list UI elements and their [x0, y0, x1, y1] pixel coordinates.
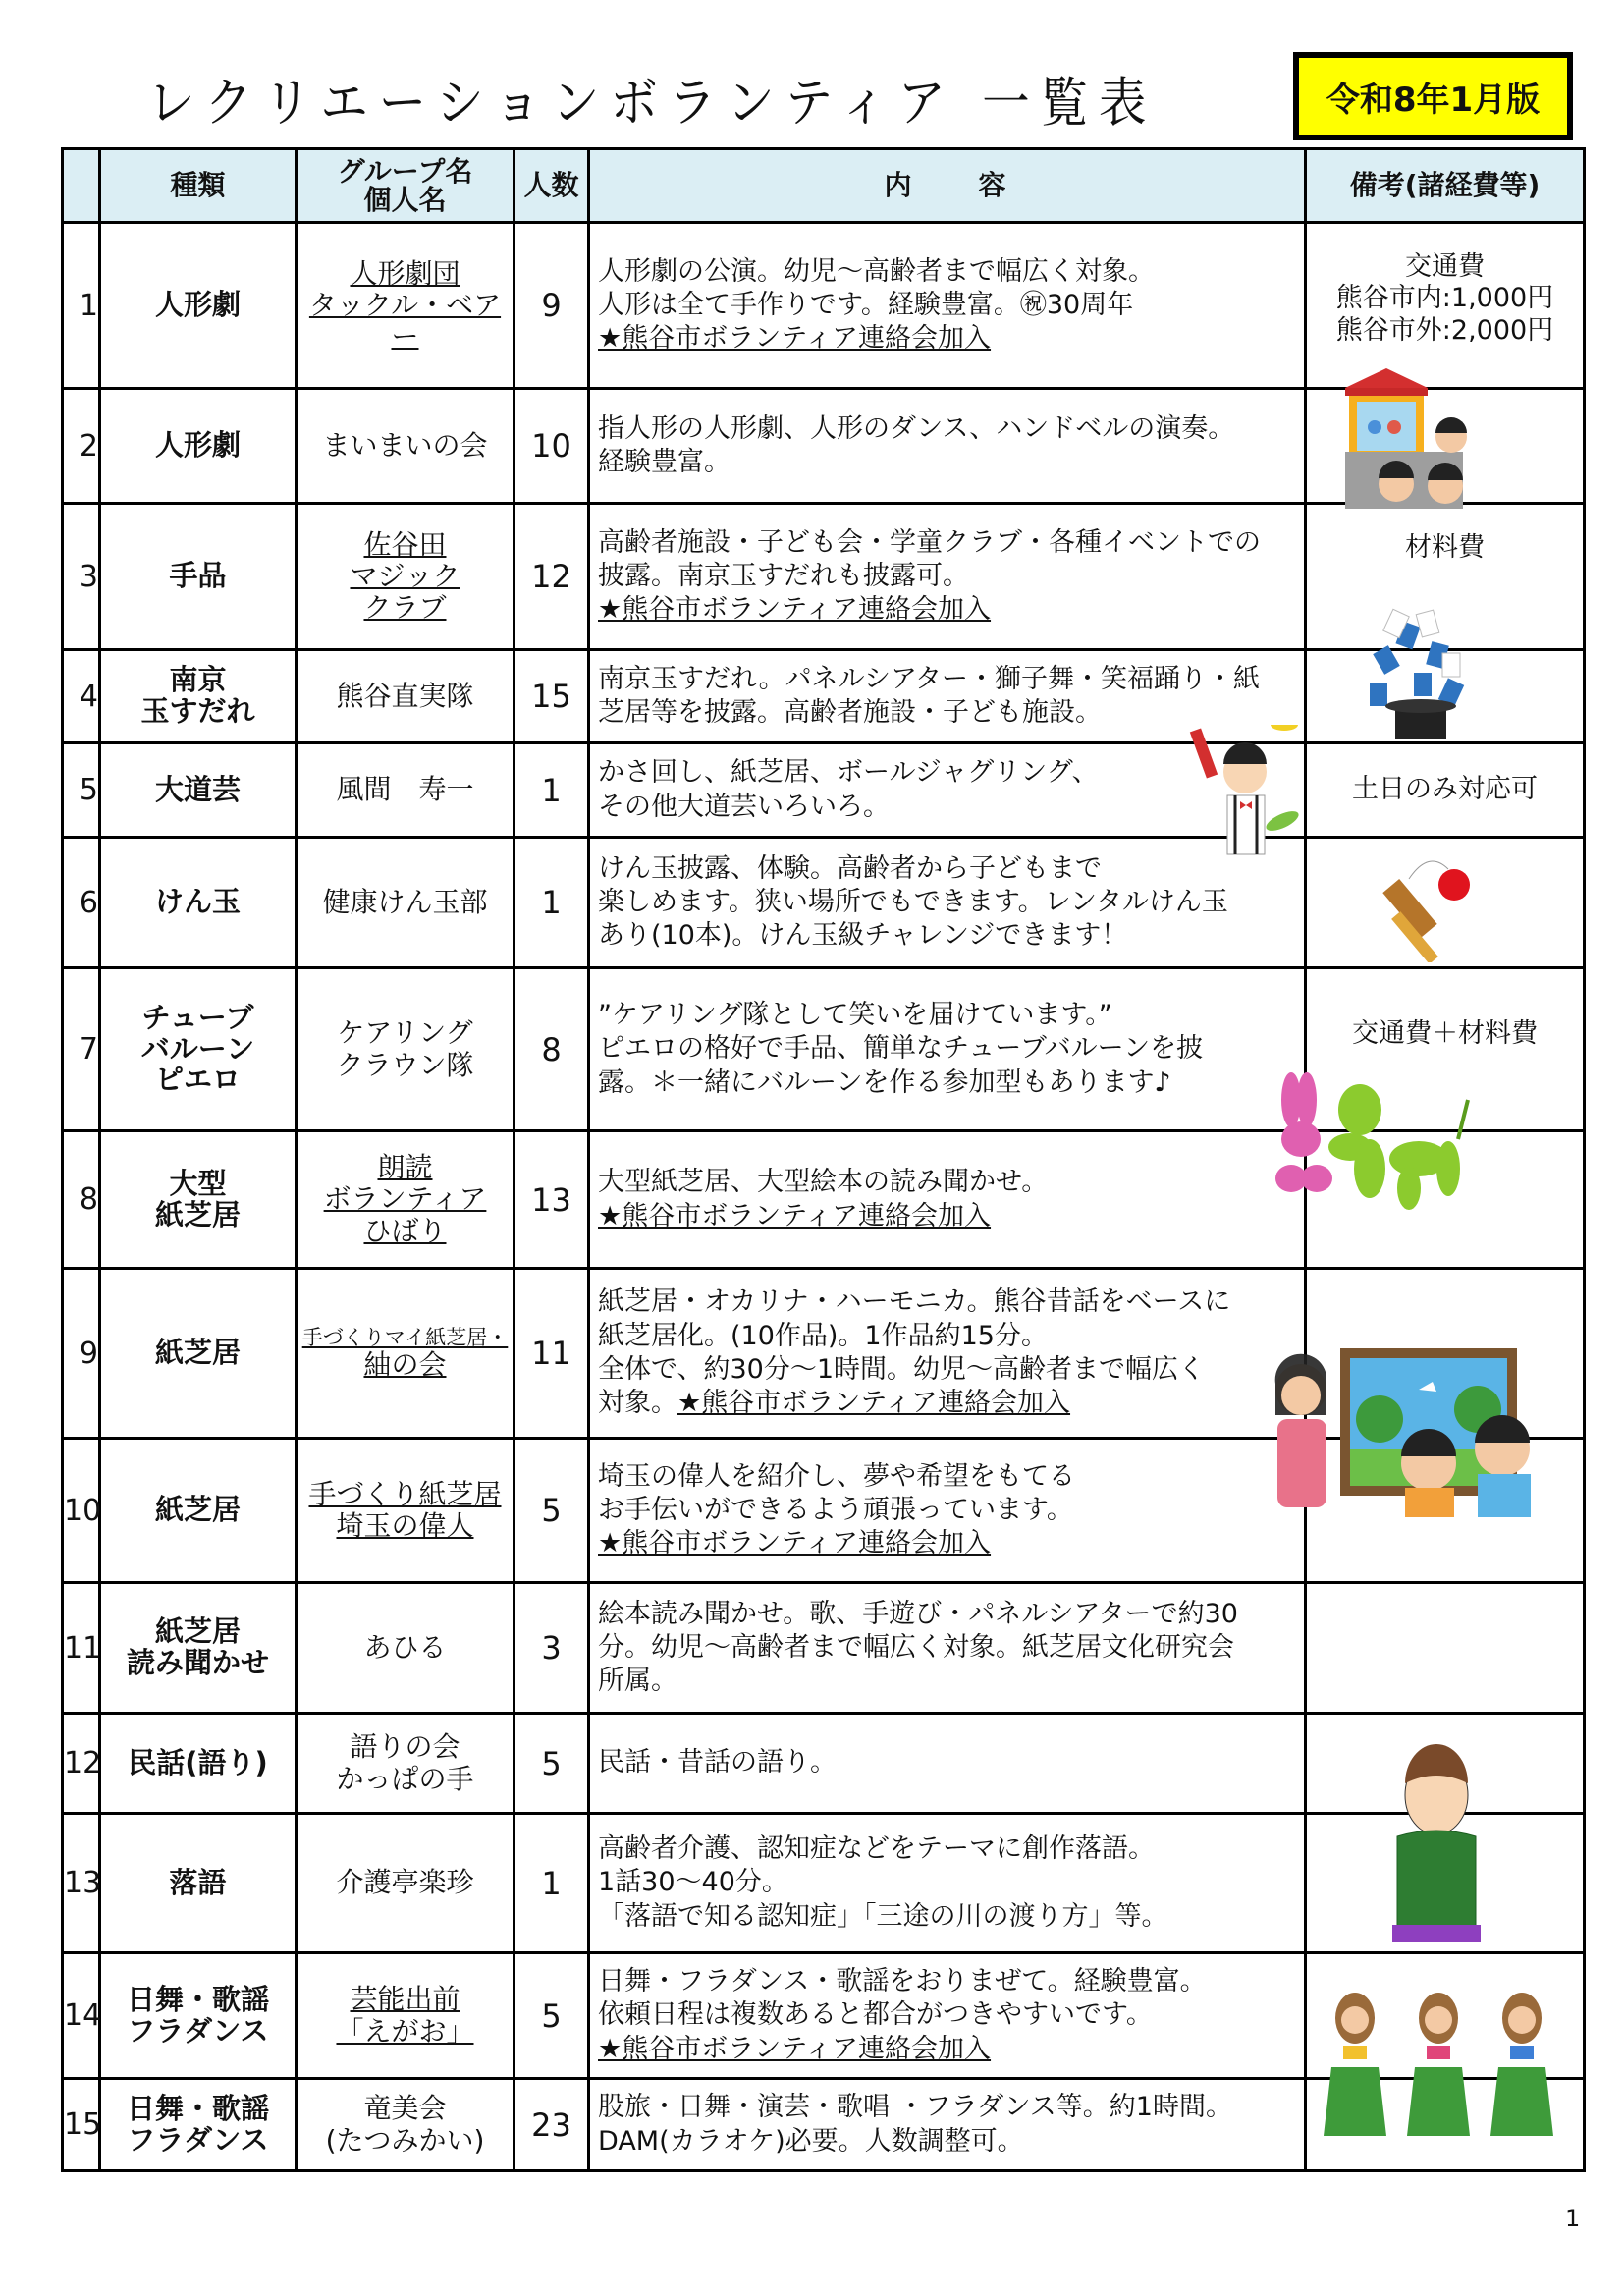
activity-description	[589, 223, 1306, 389]
member-count: 1	[514, 743, 589, 838]
description-text: DAM(カラオケ)必要。人数調整可。	[598, 2125, 1024, 2157]
cost-note-line: 熊谷市外:2,000円	[1335, 314, 1554, 346]
description-text: 紙芝居化。(10作品)。1作品約15分。	[598, 1320, 1048, 1351]
table-row	[63, 743, 1585, 838]
description-line	[598, 322, 1296, 355]
description-line	[598, 1998, 1296, 2032]
activity-type	[100, 1814, 297, 1953]
column-header-kind: 種類	[100, 149, 297, 223]
description-line	[598, 1032, 1296, 1066]
description-text: 民話・昔話の語り。	[598, 1747, 837, 1778]
activity-type-line: 紙芝居	[154, 1614, 241, 1649]
column-header-group-line1: グループ名	[337, 154, 473, 188]
description-text: 大型紙芝居、大型絵本の読み聞かせ。	[598, 1167, 1049, 1198]
description-text: 人形劇の公演。幼児～高齢者まで幅広く対象。	[598, 255, 1155, 287]
row-number: 9	[63, 1269, 100, 1439]
description-text: その他大道芸いろいろ。	[598, 791, 890, 822]
activity-type-line: フラダンス	[127, 2013, 269, 2048]
activity-description	[589, 504, 1306, 650]
rakugo-performer-illustration	[1382, 1738, 1490, 1949]
description-text: あり(10本)。けん玉級チャレンジできます！	[598, 920, 1128, 952]
membership-note: ★熊谷市ボランティア連絡会加入	[598, 1528, 992, 1559]
column-header-content: 内 容	[589, 149, 1306, 223]
group-name	[297, 1814, 514, 1953]
description-text: 分。幼児～高齢者まで幅広く対象。紙芝居文化研究会	[598, 1631, 1234, 1663]
activity-type-line: 玉すだれ	[140, 694, 255, 728]
description-line	[598, 1285, 1296, 1319]
activity-type-line: 紙芝居	[154, 1197, 241, 1231]
description-text: 高齢者施設・子ども会・学童クラブ・各種イベントでの	[598, 526, 1261, 558]
member-count: 11	[514, 1269, 589, 1439]
description-text: 芝居等を披露。高齢者施設・子ども施設。	[598, 697, 1102, 728]
description-line	[598, 1866, 1296, 1899]
activity-type	[100, 968, 297, 1131]
group-name-line: あひる	[363, 1630, 447, 1664]
description-text: 高齢者介護、認知症などをテーマに創作落語。	[598, 1833, 1155, 1865]
description-line	[598, 1200, 1296, 1233]
description-text: ”ケアリング隊として笑いを届けています。”	[598, 1000, 1112, 1031]
description-line	[598, 560, 1296, 593]
group-name	[297, 389, 514, 504]
membership-note: ★熊谷市ボランティア連絡会加入	[598, 323, 992, 355]
edition-badge: 令和8年1月版	[1293, 52, 1573, 140]
description-text: 埼玉の偉人を紹介し、夢や希望をもてる	[598, 1460, 1075, 1492]
cost-notes	[1306, 1583, 1585, 1714]
hula-dancers-illustration	[1316, 1989, 1571, 2160]
row-number: 12	[63, 1714, 100, 1814]
cost-note-line: 交通費＋材料費	[1352, 1018, 1538, 1049]
member-count: 3	[514, 1583, 589, 1714]
description-line	[598, 1665, 1296, 1698]
description-text: 依頼日程は複数あると都合がつきやすいです。	[598, 1999, 1153, 2031]
membership-note: ★熊谷市ボランティア連絡会加入	[598, 1200, 992, 1231]
activity-type	[100, 1953, 297, 2079]
group-name	[297, 1439, 514, 1583]
puppet-theater-illustration	[1335, 368, 1483, 511]
row-number: 3	[63, 504, 100, 650]
group-name	[297, 1269, 514, 1439]
description-text: かさ回し、紙芝居、ボールジャグリング、	[598, 757, 1099, 789]
membership-note: ★熊谷市ボランティア連絡会加入	[598, 2033, 992, 2064]
column-header-members: 人数	[514, 149, 589, 223]
description-text: 全体で、約30分～1時間。幼児～高齢者まで幅広く	[598, 1354, 1205, 1385]
description-text: 南京玉すだれ。パネルシアター・獅子舞・笑福踊り・紙	[598, 663, 1261, 694]
description-text: 1話30～40分。	[598, 1867, 788, 1898]
group-name	[297, 1131, 514, 1269]
description-line	[598, 1353, 1296, 1387]
group-name	[297, 2079, 514, 2171]
group-name	[297, 1714, 514, 1814]
group-name	[297, 968, 514, 1131]
row-number: 4	[63, 650, 100, 743]
group-name-line: 「えがお」	[336, 2014, 474, 2048]
description-line	[598, 2033, 1296, 2066]
description-line	[598, 289, 1296, 322]
description-text: けん玉披露、体験。高齢者から子どもまで	[598, 852, 1102, 884]
activity-type-line: 紙芝居	[154, 1336, 241, 1370]
description-line	[598, 886, 1296, 919]
group-name-line: 佐谷田	[363, 527, 447, 561]
activity-type-line: 日舞・歌謡	[126, 1982, 269, 2016]
group-name-line: 紬の会	[363, 1347, 447, 1381]
description-line	[598, 1746, 1296, 1779]
activity-type-line: 南京	[169, 663, 227, 697]
cost-note-line: 交通費	[1405, 251, 1485, 282]
activity-description	[589, 1269, 1306, 1439]
member-count: 15	[514, 650, 589, 743]
column-header-no	[63, 149, 100, 223]
group-name-line: かっぱの手	[336, 1762, 474, 1795]
description-line	[598, 1965, 1296, 1998]
activity-type-line: 民話(語り)	[128, 1745, 268, 1779]
member-count: 5	[514, 1953, 589, 2079]
table-row	[63, 1814, 1585, 1953]
description-line	[598, 1832, 1296, 1866]
description-text: お手伝いができるよう頑張っています。	[598, 1494, 1073, 1525]
activity-type-line: 人形劇	[154, 288, 241, 322]
description-line	[598, 2091, 1296, 2124]
row-number: 5	[63, 743, 100, 838]
description-line	[598, 412, 1296, 446]
table-header-row	[63, 149, 1585, 223]
group-name-line: 手づくりマイ紙芝居・	[301, 1325, 509, 1349]
row-number: 2	[63, 389, 100, 504]
activity-type-line: 紙芝居	[154, 1493, 241, 1527]
activity-type	[100, 389, 297, 504]
activity-description	[589, 968, 1306, 1131]
group-name-line: まいまいの会	[322, 428, 488, 462]
group-name-line: 芸能出前	[350, 1983, 460, 2016]
description-text: 紙芝居・オカリナ・ハーモニカ。熊谷昔話をベースに	[598, 1286, 1231, 1318]
description-line	[598, 1631, 1296, 1665]
group-name-line: 人形劇団	[350, 256, 460, 290]
row-number: 7	[63, 968, 100, 1131]
balloon-animals-illustration	[1262, 1070, 1497, 1218]
group-name-line: クラウン隊	[336, 1048, 474, 1081]
membership-note: ★熊谷市ボランティア連絡会加入	[677, 1388, 1071, 1419]
table-row	[63, 838, 1585, 968]
cost-notes	[1306, 743, 1585, 838]
description-text: 人形は全て手作りです。経験豊富。㊗30周年	[598, 289, 1134, 320]
description-text: 披露。南京玉すだれも披露可。	[598, 560, 969, 591]
activity-type-line: 大型	[169, 1166, 227, 1200]
table-row	[63, 223, 1585, 389]
group-name-line: ケアリング	[337, 1016, 473, 1050]
page-title: レクリエーションボランティア 一覧表	[147, 72, 1158, 134]
activity-type-line: 手品	[169, 559, 227, 593]
cost-note-line: 熊谷市内:1,000円	[1335, 283, 1554, 314]
group-name-line: ボランティア	[323, 1182, 487, 1216]
cost-notes	[1306, 223, 1585, 389]
member-count: 1	[514, 1814, 589, 1953]
activity-type	[100, 650, 297, 743]
activity-type	[100, 1583, 297, 1714]
activity-type-line: チューブ	[141, 1000, 254, 1034]
page-number: 1	[1565, 2205, 1581, 2232]
member-count: 5	[514, 1439, 589, 1583]
description-text: 所属。	[598, 1666, 677, 1697]
activity-type	[100, 2079, 297, 2171]
activity-type-line: 読み聞かせ	[126, 1646, 269, 1679]
group-name	[297, 1583, 514, 1714]
row-number: 13	[63, 1814, 100, 1953]
description-line	[598, 1527, 1296, 1560]
activity-type-line: フラダンス	[127, 2122, 269, 2157]
member-count: 10	[514, 389, 589, 504]
member-count: 8	[514, 968, 589, 1131]
group-name-line: 手づくり紙芝居	[308, 1477, 502, 1510]
description-line	[598, 1066, 1296, 1100]
group-name-line: 健康けん玉部	[322, 885, 488, 918]
activity-description	[589, 1131, 1306, 1269]
activity-type	[100, 504, 297, 650]
row-number: 1	[63, 223, 100, 389]
description-text: 経験豊富。	[598, 447, 731, 477]
activity-type-line: バルーン	[140, 1031, 255, 1066]
description-text: 楽しめます。狭い場所でもできます。レンタルけん玉	[598, 886, 1228, 917]
group-name-line: 風間 寿一	[336, 773, 474, 806]
group-name-line: 朗読	[377, 1151, 433, 1184]
kamishibai-illustration	[1272, 1340, 1556, 1517]
column-header-group	[297, 149, 514, 223]
cost-note-line: 材料費	[1405, 532, 1485, 563]
description-line	[598, 1598, 1296, 1631]
table-row	[63, 650, 1585, 743]
group-name-line: 介護亭楽珍	[336, 1866, 474, 1899]
group-name	[297, 743, 514, 838]
description-text: 「落語で知る認知症」「三途の川の渡り方」等。	[598, 1900, 1168, 1932]
activity-type-line: 落語	[169, 1865, 227, 1899]
activity-type-line: 日舞・歌謡	[126, 2091, 269, 2125]
group-name	[297, 838, 514, 968]
member-count: 1	[514, 838, 589, 968]
magic-hat-cards-illustration	[1360, 604, 1478, 741]
activity-type-line: けん玉	[154, 885, 241, 919]
description-line	[598, 1387, 1296, 1420]
row-number: 10	[63, 1439, 100, 1583]
description-text: ピエロの格好で手品、簡単なチューブバルーンを披	[598, 1033, 1204, 1065]
description-text: 対象。	[598, 1388, 677, 1419]
activity-description	[589, 1583, 1306, 1714]
table-row	[63, 1583, 1585, 1714]
description-line	[598, 1320, 1296, 1353]
kendama-illustration	[1370, 849, 1478, 962]
table-row	[63, 504, 1585, 650]
activity-type	[100, 1439, 297, 1583]
description-line	[598, 919, 1296, 953]
table-row	[63, 1714, 1585, 1814]
row-number: 15	[63, 2079, 100, 2171]
description-text: 股旅・日舞・演芸・歌唱 ・フラダンス等。約1時間。	[598, 2092, 1232, 2123]
group-name	[297, 650, 514, 743]
description-line	[598, 593, 1296, 627]
member-count: 9	[514, 223, 589, 389]
row-number: 6	[63, 838, 100, 968]
activity-type-line: 人形劇	[154, 428, 241, 463]
description-text: 日舞・フラダンス・歌謡をおりまぜて。経験豊富。	[598, 1966, 1207, 1997]
column-header-notes: 備考(諸経費等)	[1306, 149, 1585, 223]
description-text: 露。＊一緒にバルーンを作る参加型もあります♪	[598, 1066, 1171, 1098]
description-line	[598, 526, 1296, 560]
description-text: 絵本読み聞かせ。歌、手遊び・パネルシアターで約30	[598, 1598, 1238, 1629]
group-name-line: マジック	[350, 559, 460, 592]
activity-type	[100, 1131, 297, 1269]
activity-description	[589, 1814, 1306, 1953]
member-count: 12	[514, 504, 589, 650]
group-name	[297, 223, 514, 389]
membership-note: ★熊谷市ボランティア連絡会加入	[598, 594, 992, 626]
group-name-line: (たつみかい)	[325, 2123, 485, 2157]
activity-description	[589, 389, 1306, 504]
description-line	[598, 1460, 1296, 1494]
row-number: 8	[63, 1131, 100, 1269]
group-name	[297, 1953, 514, 2079]
description-line	[598, 1166, 1296, 1199]
group-name-line: クラブ	[363, 591, 447, 625]
activity-type	[100, 1714, 297, 1814]
group-name-line: 埼玉の偉人	[336, 1509, 474, 1542]
group-name-line: タックル・ベアー	[308, 288, 502, 354]
member-count: 5	[514, 1714, 589, 1814]
activity-description	[589, 1953, 1306, 2079]
activity-description	[589, 2079, 1306, 2171]
member-count: 23	[514, 2079, 589, 2171]
activity-description	[589, 1439, 1306, 1583]
description-line	[598, 1494, 1296, 1527]
activity-type	[100, 223, 297, 389]
activity-description	[589, 1714, 1306, 1814]
group-name-line: 竜美会	[363, 2092, 447, 2125]
juggler-illustration	[1178, 725, 1306, 867]
row-number: 14	[63, 1953, 100, 2079]
activity-type-line: ピエロ	[154, 1063, 241, 1097]
description-line	[598, 1900, 1296, 1934]
description-line	[598, 2125, 1296, 2159]
group-name-line: 熊谷直実隊	[336, 679, 474, 712]
activity-type	[100, 1269, 297, 1439]
description-line	[598, 663, 1296, 696]
column-header-group-line2: 個人名	[363, 184, 447, 216]
activity-type-line: 大道芸	[154, 772, 241, 806]
description-text: 指人形の人形劇、人形のダンス、ハンドベルの演奏。	[598, 412, 1235, 444]
group-name-line: 語りの会	[350, 1730, 460, 1764]
row-number: 11	[63, 1583, 100, 1714]
description-line	[598, 999, 1296, 1032]
cost-note-line: 土日のみ対応可	[1352, 774, 1538, 805]
group-name-line: ひばり	[363, 1214, 447, 1247]
activity-type	[100, 743, 297, 838]
member-count: 13	[514, 1131, 589, 1269]
activity-type	[100, 838, 297, 968]
description-line	[598, 446, 1296, 479]
description-line	[598, 255, 1296, 289]
group-name	[297, 504, 514, 650]
